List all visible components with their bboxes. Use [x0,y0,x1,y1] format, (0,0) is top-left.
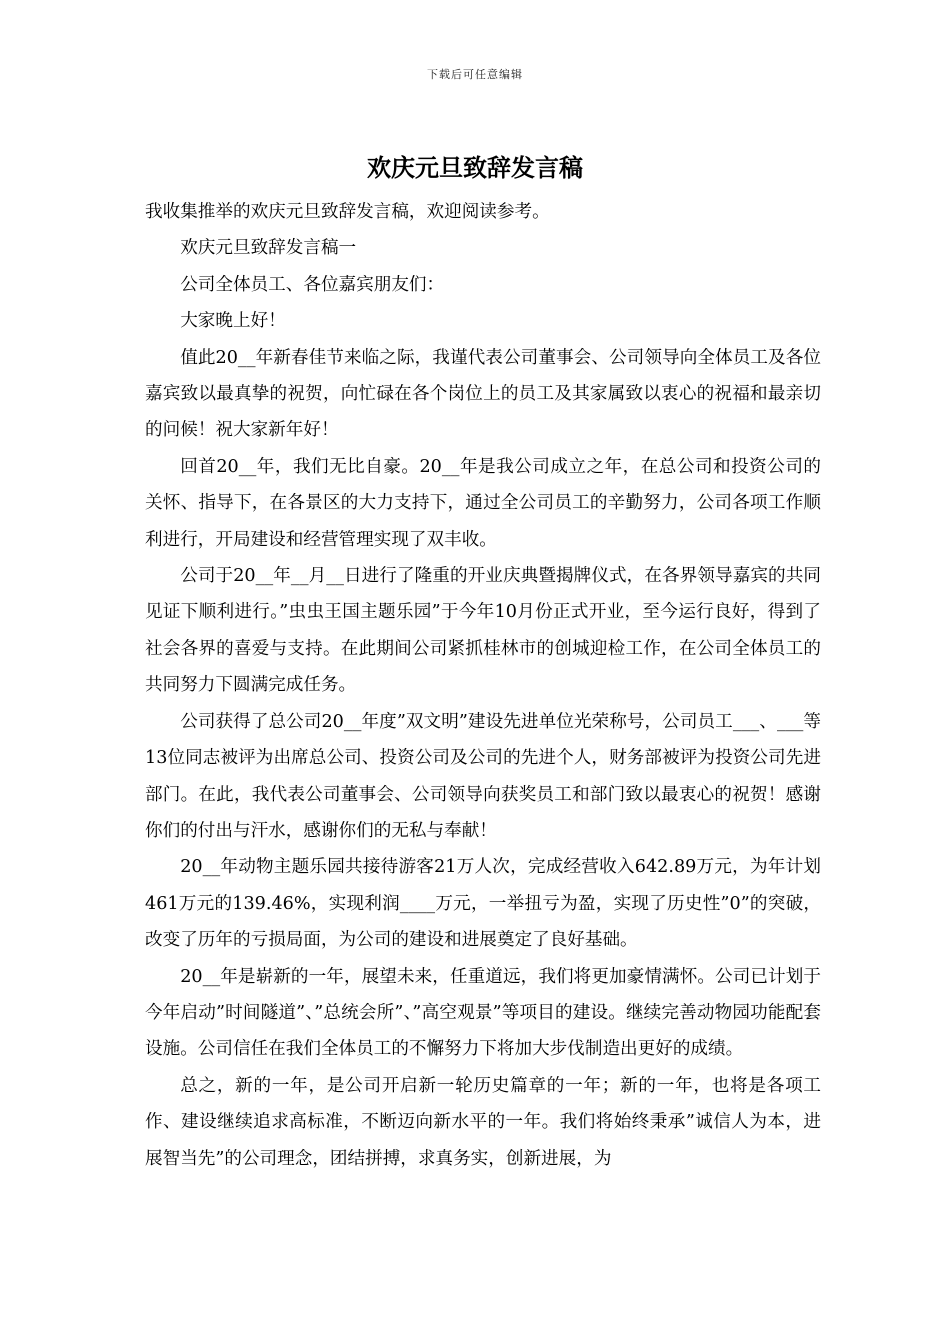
paragraph-greeting: 大家晚上好！ [180,311,286,332]
paragraph: 总之，新的一年，是公司开启新一轮历史篇章的一年；新的一年，也将是各项工作、建设继续追求高标准，不断迈向新水平的一年。我们将始终秉承”诚信人为本，进展智当先”的公司理念，团结拼搏，求真务实，创新进展，为 [145,1075,821,1169]
paragraph: 20__年动物主题乐园共接待游客21万人次，完成经营收入642.89万元，为年计划461万元的139.46%，实现利润____万元，一举扭亏为盈，实现了历史性”0”的突破，改变了历年的亏损局面，为公司的建设和进展奠定了良好基础。 [145,857,821,951]
paragraph-subtitle: 欢庆元旦致辞发言稿一 [180,238,357,259]
paragraph-intro: 我收集推举的欢庆元旦致辞发言稿，欢迎阅读参考。 [145,202,550,222]
document-title: 欢庆元旦致辞发言稿 [367,153,583,182]
paragraph: 回首20__年，我们无比自豪。20__年是我公司成立之年，在总公司和投资公司的关怀、指导下，在各景区的大力支持下，通过全公司员工的辛勤努力，公司各项工作顺利进行，开局建设和经营管理实现了双丰收。 [145,456,821,550]
paragraph: 公司获得了总公司20__年度”双文明”建设先进单位光荣称号，公司员工___、___等13位同志被评为出席总公司、投资公司及公司的先进个人，财务部被评为投资公司先进部门。在此，我代表公司董事会、公司领导向获奖员工和部门致以最衷心的祝贺！感谢你们的付出与汗水，感谢你们的无私与奉献！ [145,711,821,841]
paragraph: 20__年是崭新的一年，展望未来，任重道远，我们将更加豪情满怀。公司已计划于今年启动”时间隧道”、”总统会所”、”高空观景”等项目的建设。继续完善动物园功能配套设施。公司信任在我们全体员工的不懈努力下将加大步伐制造出更好的成绩。 [145,966,821,1060]
header-note: 下载后可任意编辑 [427,68,523,81]
document-body [145,194,821,1177]
paragraph: 公司于20__年__月__日进行了隆重的开业庆典暨揭牌仪式，在各界领导嘉宾的共同见证下顺利进行。”虫虫王国主题乐园”于今年10月份正式开业，至今运行良好，得到了社会各界的喜爱与支持。在此期间公司紧抓桂林市的创城迎检工作，在公司全体员工的共同努力下圆满完成任务。 [145,566,821,696]
paragraph: 值此20__年新春佳节来临之际，我谨代表公司董事会、公司领导向全体员工及各位嘉宾致以最真挚的祝贺，向忙碌在各个岗位上的员工及其家属致以衷心的祝福和最亲切的问候！祝大家新年好！ [145,347,821,441]
paragraph-salutation: 公司全体员工、各位嘉宾朋友们： [180,274,445,295]
